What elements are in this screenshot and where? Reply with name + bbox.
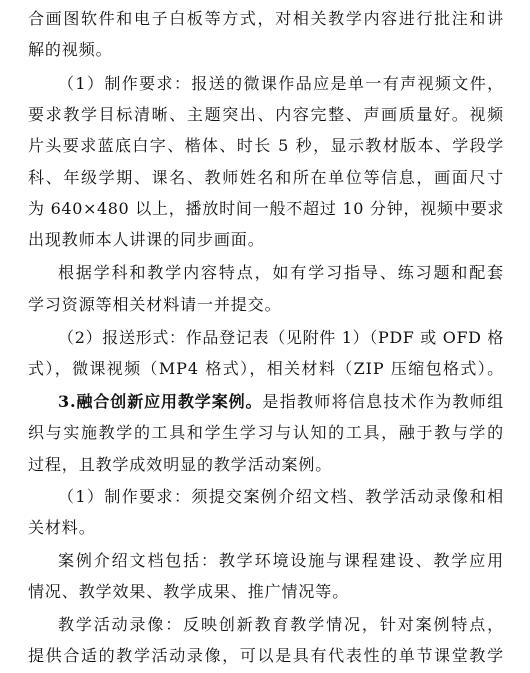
paragraph-line: 学习资源等相关材料请一并提交。	[28, 295, 282, 315]
paragraph-line: 过程，且教学成效明显的教学活动案例。	[28, 455, 333, 474]
paragraph-line: 是指教师将信息技术作为教师组	[262, 391, 504, 411]
paragraph-line: 织与实施教学的工具和学生学习与认知的工具，融于教与学的	[28, 423, 504, 442]
section-heading: 3.融合创新应用教学案例。	[58, 391, 263, 411]
paragraph-line: 关材料。	[28, 518, 96, 538]
paragraph-line: 提供合适的教学活动录像，可以是具有代表性的单节课堂教学	[28, 646, 504, 665]
section-line	[58, 389, 504, 415]
paragraph-line: 片头要求蓝底白字、楷体、时长 5 秒，显示教材版本、学段学	[28, 136, 504, 155]
paragraph-line: 要求教学目标清晰、主题突出、内容完整、声画质量好。视频	[28, 105, 504, 124]
paragraph-line: 情况、教学效果、教学成果、推广情况等。	[28, 582, 350, 601]
paragraph-line: （1）制作要求：报送的微课作品应是单一有声视频文件，	[58, 73, 504, 93]
paragraph-line: 解的视频。	[28, 40, 113, 60]
paragraph-line: （2）报送形式：作品登记表（见附件 1）（PDF 或 OFD 格	[58, 328, 504, 347]
paragraph-line: 教学活动录像：反映创新教育教学情况，针对案例特点，	[58, 614, 504, 634]
paragraph-line: 出现教师本人讲课的同步画面。	[28, 230, 265, 250]
paragraph-line: 科、年级学期、课名、教师姓名和所在单位等信息，画面尺寸	[28, 168, 504, 187]
paragraph-line: （1）制作要求：须提交案例介绍文档、教学活动录像和相	[58, 487, 504, 506]
paragraph-line: 根据学科和教学内容特点，如有学习指导、练习题和配套	[58, 263, 504, 283]
paragraph-line: 合画图软件和电子白板等方式，对相关教学内容进行批注和讲	[28, 9, 504, 28]
paragraph-line: 为 640×480 以上，播放时间一般不超过 10 分钟，视频中要求	[28, 199, 504, 219]
paragraph-line: 案例介绍文档包括：教学环境设施与课程建设、教学应用	[58, 551, 504, 570]
paragraph-line: 式），微课视频（MP4 格式），相关材料（ZIP 压缩包格式）。	[28, 359, 504, 378]
